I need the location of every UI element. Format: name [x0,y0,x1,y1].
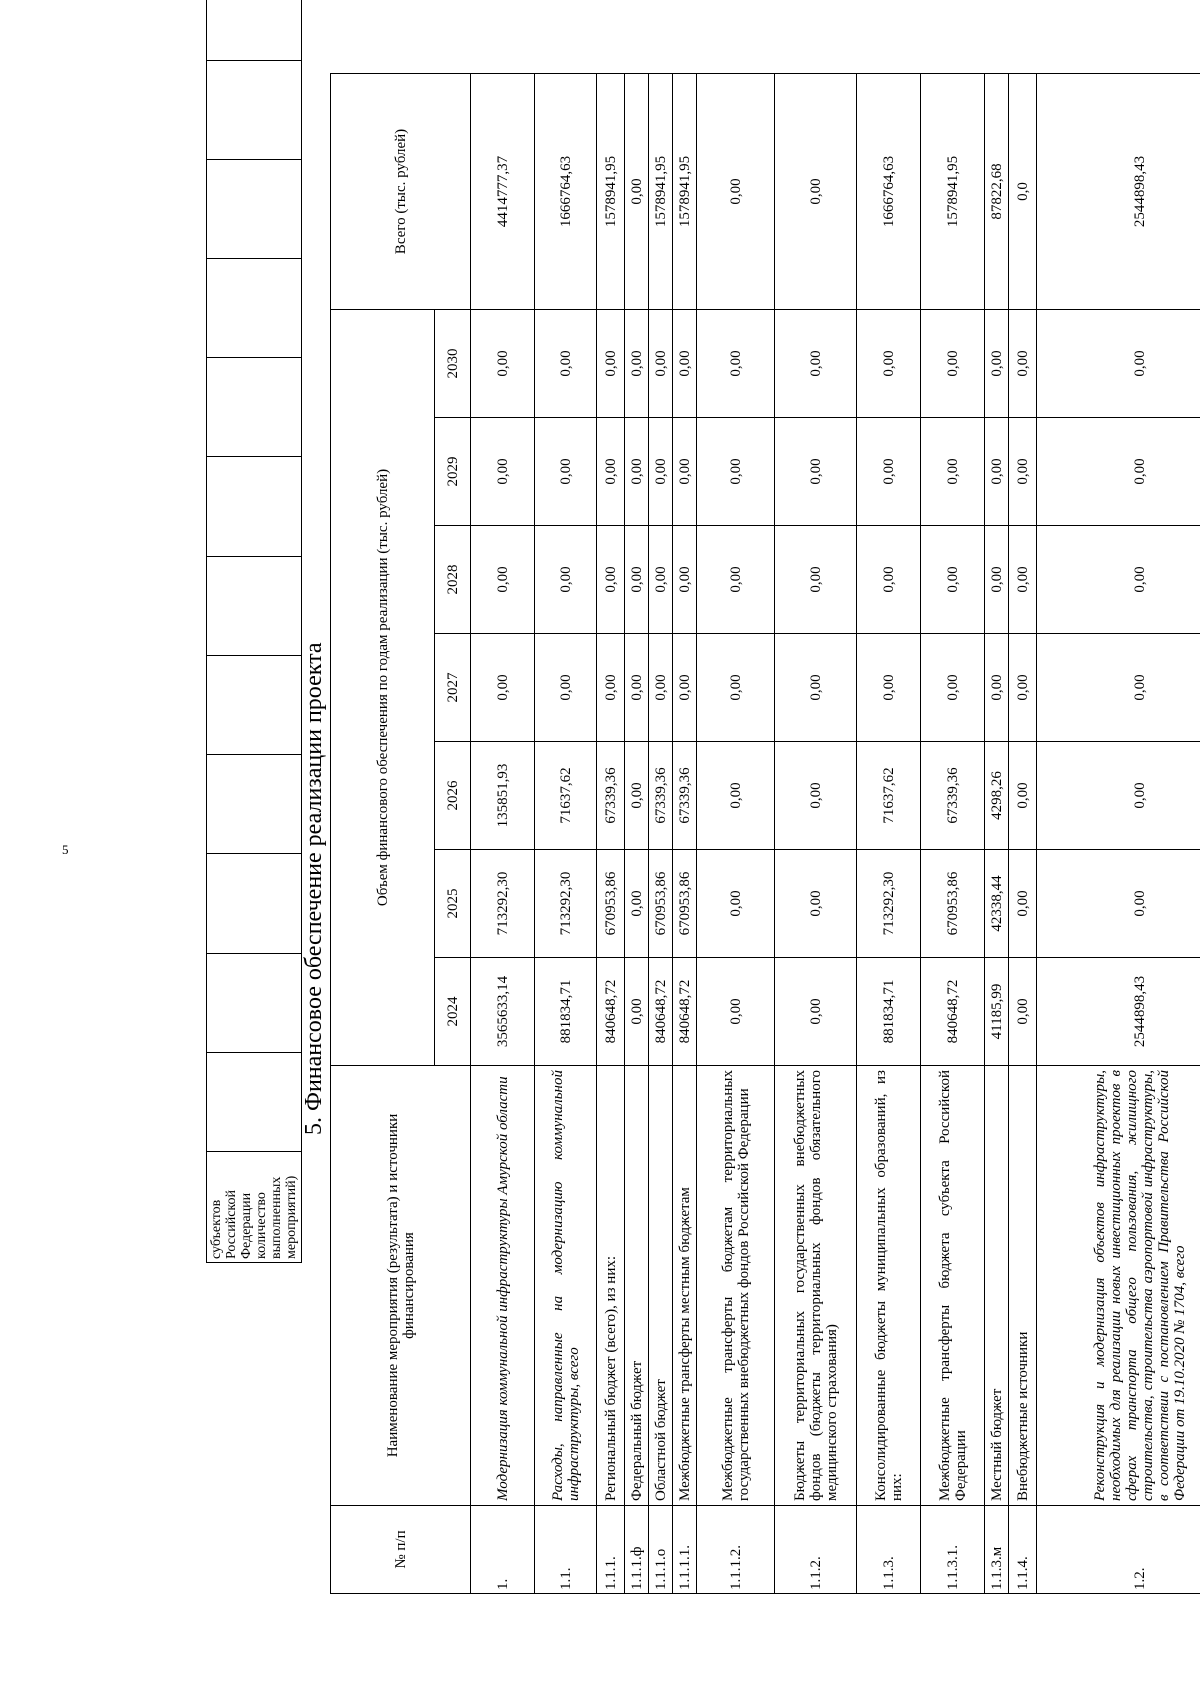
fragment-label-line: Федерации количество [239,1192,269,1259]
row-total: 0,00 [775,74,857,310]
row-year-value: 0,00 [857,310,921,418]
row-year-value: 0,00 [625,526,649,634]
row-year-value: 0,00 [625,418,649,526]
row-year-value: 42338,44 [985,850,1009,958]
row-year-value: 0,00 [775,634,857,742]
row-year-value: 4298,26 [985,742,1009,850]
row-year-value: 0,00 [921,526,985,634]
fragment-empty-cell [207,358,302,457]
table-row [535,74,597,1594]
row-year-value: 0,00 [697,742,775,850]
row-year-value: 2544898,43 [1037,958,1200,1066]
row-year-value: 0,00 [535,310,597,418]
page-number: 5 [62,842,69,857]
fragment-empty-cell [207,259,302,358]
row-year-value: 0,00 [697,526,775,634]
row-name: Модернизация коммунальной инфраструктуры Амурской области [471,1066,535,1506]
table-row [597,74,625,1594]
row-year-value: 0,00 [1009,742,1037,850]
row-year-value: 0,00 [471,526,535,634]
row-year-value: 840648,72 [649,958,673,1066]
row-year-value: 0,00 [673,634,697,742]
row-total: 1578941,95 [597,74,625,310]
row-code: 1.1.3.1. [921,1506,985,1594]
table-row [775,74,857,1594]
row-year-value: 0,00 [535,634,597,742]
row-year-value: 670953,86 [597,850,625,958]
row-year-value: 0,00 [649,310,673,418]
row-total: 4414777,37 [471,74,535,310]
row-total: 1578941,95 [673,74,697,310]
row-year-value: 3565633,14 [471,958,535,1066]
row-name: Консолидированные бюджеты муниципальных образований, из них: [857,1066,921,1506]
row-year-value: 0,00 [985,310,1009,418]
row-code: 1.1.1.о [649,1506,673,1594]
row-year-value: 0,00 [1009,526,1037,634]
row-year-value: 0,00 [775,418,857,526]
section-title: 5. Финансовое обеспечение реализации проекта [301,642,327,1135]
row-code: 1.1.1.1. [673,1506,697,1594]
row-year-value: 0,00 [985,418,1009,526]
row-code: 1. [471,1506,535,1594]
fragment-empty-cell [207,0,302,60]
row-year-value: 71637,62 [535,742,597,850]
row-year-value: 0,00 [625,958,649,1066]
row-year-value: 0,00 [471,310,535,418]
row-year-value: 0,00 [673,526,697,634]
header-num: № п/п [331,1506,471,1594]
fragment-label-line: субъектов Российской [209,1190,239,1259]
row-year-value: 0,00 [535,418,597,526]
row-name: Межбюджетные трансферты бюджетам территориальных государственных внебюджетных фондов Российской Федерации [697,1066,775,1506]
fragment-empty-cell [207,60,302,159]
row-year-value: 0,00 [1037,634,1200,742]
row-year-value: 670953,86 [649,850,673,958]
row-year-value: 0,00 [921,418,985,526]
table-row [625,74,649,1594]
row-year-value: 0,00 [1009,958,1037,1066]
row-code: 1.1.3.м [985,1506,1009,1594]
row-name: Межбюджетные трансферты местным бюджетам [673,1066,697,1506]
row-name: Областной бюджет [649,1066,673,1506]
financing-table-wrapper [330,74,1188,1594]
fragment-empty-cell [207,854,302,953]
row-year-value: 135851,93 [471,742,535,850]
table-row [857,74,921,1594]
fragment-label-line: выполненных [269,1176,284,1259]
row-total: 87822,68 [985,74,1009,310]
row-year-value: 0,00 [775,742,857,850]
row-name: Региональный бюджет (всего), из них: [597,1066,625,1506]
header-year: 2029 [435,418,471,526]
row-year-value: 0,00 [775,526,857,634]
row-code: 1.1.1. [597,1506,625,1594]
row-code: 1.2. [1037,1506,1200,1594]
header-year: 2030 [435,310,471,418]
table-row [471,74,535,1594]
row-year-value: 0,00 [775,310,857,418]
row-year-value: 713292,30 [535,850,597,958]
table-row [1009,74,1037,1594]
fragment-empty-cell [207,755,302,854]
row-year-value: 840648,72 [921,958,985,1066]
row-year-value: 0,00 [673,310,697,418]
row-year-value: 0,00 [597,634,625,742]
row-total: 1578941,95 [921,74,985,310]
fragment-empty-cell [207,457,302,556]
row-code: 1.1.1.ф [625,1506,649,1594]
row-year-value: 71637,62 [857,742,921,850]
row-year-value: 0,00 [597,418,625,526]
row-year-value: 0,00 [1037,526,1200,634]
row-year-value: 0,00 [1009,418,1037,526]
row-year-value: 67339,36 [673,742,697,850]
row-total: 1578941,95 [649,74,673,310]
row-year-value: 0,00 [1009,634,1037,742]
row-year-value: 67339,36 [597,742,625,850]
row-code: 1.1.2. [775,1506,857,1594]
row-year-value: 0,00 [697,310,775,418]
row-year-value: 0,00 [649,634,673,742]
row-year-value: 840648,72 [673,958,697,1066]
row-year-value: 0,00 [1037,418,1200,526]
row-year-value: 0,00 [597,526,625,634]
row-year-value: 0,00 [1009,310,1037,418]
row-year-value: 0,00 [775,850,857,958]
row-year-value: 0,00 [921,310,985,418]
row-year-value: 0,00 [535,526,597,634]
fragment-empty-cell [207,655,302,754]
row-year-value: 0,00 [649,526,673,634]
row-year-value: 0,00 [697,418,775,526]
row-total: 0,0 [1009,74,1037,310]
row-year-value: 0,00 [1009,850,1037,958]
row-year-value: 0,00 [625,742,649,850]
row-year-value: 0,00 [625,850,649,958]
row-name: Расходы, направленные на модернизацию коммунальной инфраструктуры, всего [535,1066,597,1506]
row-name: Федеральный бюджет [625,1066,649,1506]
row-year-value: 0,00 [857,526,921,634]
row-name: Внебюджетные источники [1009,1066,1037,1506]
row-year-value: 670953,86 [921,850,985,958]
row-year-value: 0,00 [649,418,673,526]
row-year-value: 670953,86 [673,850,697,958]
row-name: Реконструкция и модернизация объектов инфраструктуры, необходимых для реализации новых инвестиционных проектов в сферах транспорта общего пользования, жилищного строительства, строительства аэропортовой инфраструктуры, в соответствии с постановлением Правительства Российской Федерации от 19.10.2020 № 1704, всего [1037,1066,1200,1506]
row-year-value: 0,00 [625,310,649,418]
row-year-value: 67339,36 [649,742,673,850]
header-years-group: Объем финансового обеспечения по годам реализации (тыс. рублей) [331,310,435,1066]
row-total: 2544898,43 [1037,74,1200,310]
financing-table [330,73,1200,1594]
table-row [649,74,673,1594]
row-year-value: 0,00 [673,418,697,526]
header-year: 2028 [435,526,471,634]
header-year: 2024 [435,958,471,1066]
row-year-value: 0,00 [985,526,1009,634]
row-total: 0,00 [625,74,649,310]
table-row [921,74,985,1594]
row-year-value: 0,00 [1037,850,1200,958]
table-row [1037,74,1200,1594]
row-year-value: 0,00 [625,634,649,742]
row-year-value: 0,00 [1037,310,1200,418]
row-year-value: 881834,71 [857,958,921,1066]
row-year-value: 0,00 [857,418,921,526]
table-row [985,74,1009,1594]
row-year-value: 0,00 [697,850,775,958]
row-year-value: 0,00 [697,958,775,1066]
row-total: 0,00 [697,74,775,310]
fragment-empty-cell [207,159,302,258]
previous-table-fragment [206,0,302,1263]
fragment-empty-cell [207,953,302,1052]
header-year: 2025 [435,850,471,958]
fragment-label-line: мероприятий) [284,1175,299,1259]
row-total: 1666764,63 [535,74,597,310]
row-year-value: 713292,30 [857,850,921,958]
row-year-value: 0,00 [857,634,921,742]
row-total: 1666764,63 [857,74,921,310]
row-name: Местный бюджет [985,1066,1009,1506]
row-year-value: 0,00 [597,310,625,418]
fragment-empty-cell [207,1052,302,1151]
fragment-label-cell [207,1152,302,1263]
row-year-value: 0,00 [1037,742,1200,850]
row-year-value: 0,00 [985,634,1009,742]
header-total: Всего (тыс. рублей) [331,74,471,310]
row-code: 1.1.3. [857,1506,921,1594]
row-year-value: 67339,36 [921,742,985,850]
table-row [697,74,775,1594]
row-year-value: 840648,72 [597,958,625,1066]
row-name: Межбюджетные трансферты бюджета субъекта Российской Федерации [921,1066,985,1506]
row-year-value: 713292,30 [471,850,535,958]
header-year: 2027 [435,634,471,742]
row-year-value: 0,00 [921,634,985,742]
row-code: 1.1. [535,1506,597,1594]
header-year: 2026 [435,742,471,850]
row-year-value: 0,00 [775,958,857,1066]
row-year-value: 41185,99 [985,958,1009,1066]
row-name: Бюджеты территориальных государственных внебюджетных фондов (бюджеты территориальных фондов обязательного медицинского страхования) [775,1066,857,1506]
row-code: 1.1.4. [1009,1506,1037,1594]
row-year-value: 0,00 [471,634,535,742]
fragment-empty-cell [207,556,302,655]
table-row [673,74,697,1594]
row-year-value: 881834,71 [535,958,597,1066]
row-code: 1.1.1.2. [697,1506,775,1594]
header-name: Наименование мероприятия (результата) и источники финансирования [331,1066,471,1506]
row-year-value: 0,00 [697,634,775,742]
row-year-value: 0,00 [471,418,535,526]
